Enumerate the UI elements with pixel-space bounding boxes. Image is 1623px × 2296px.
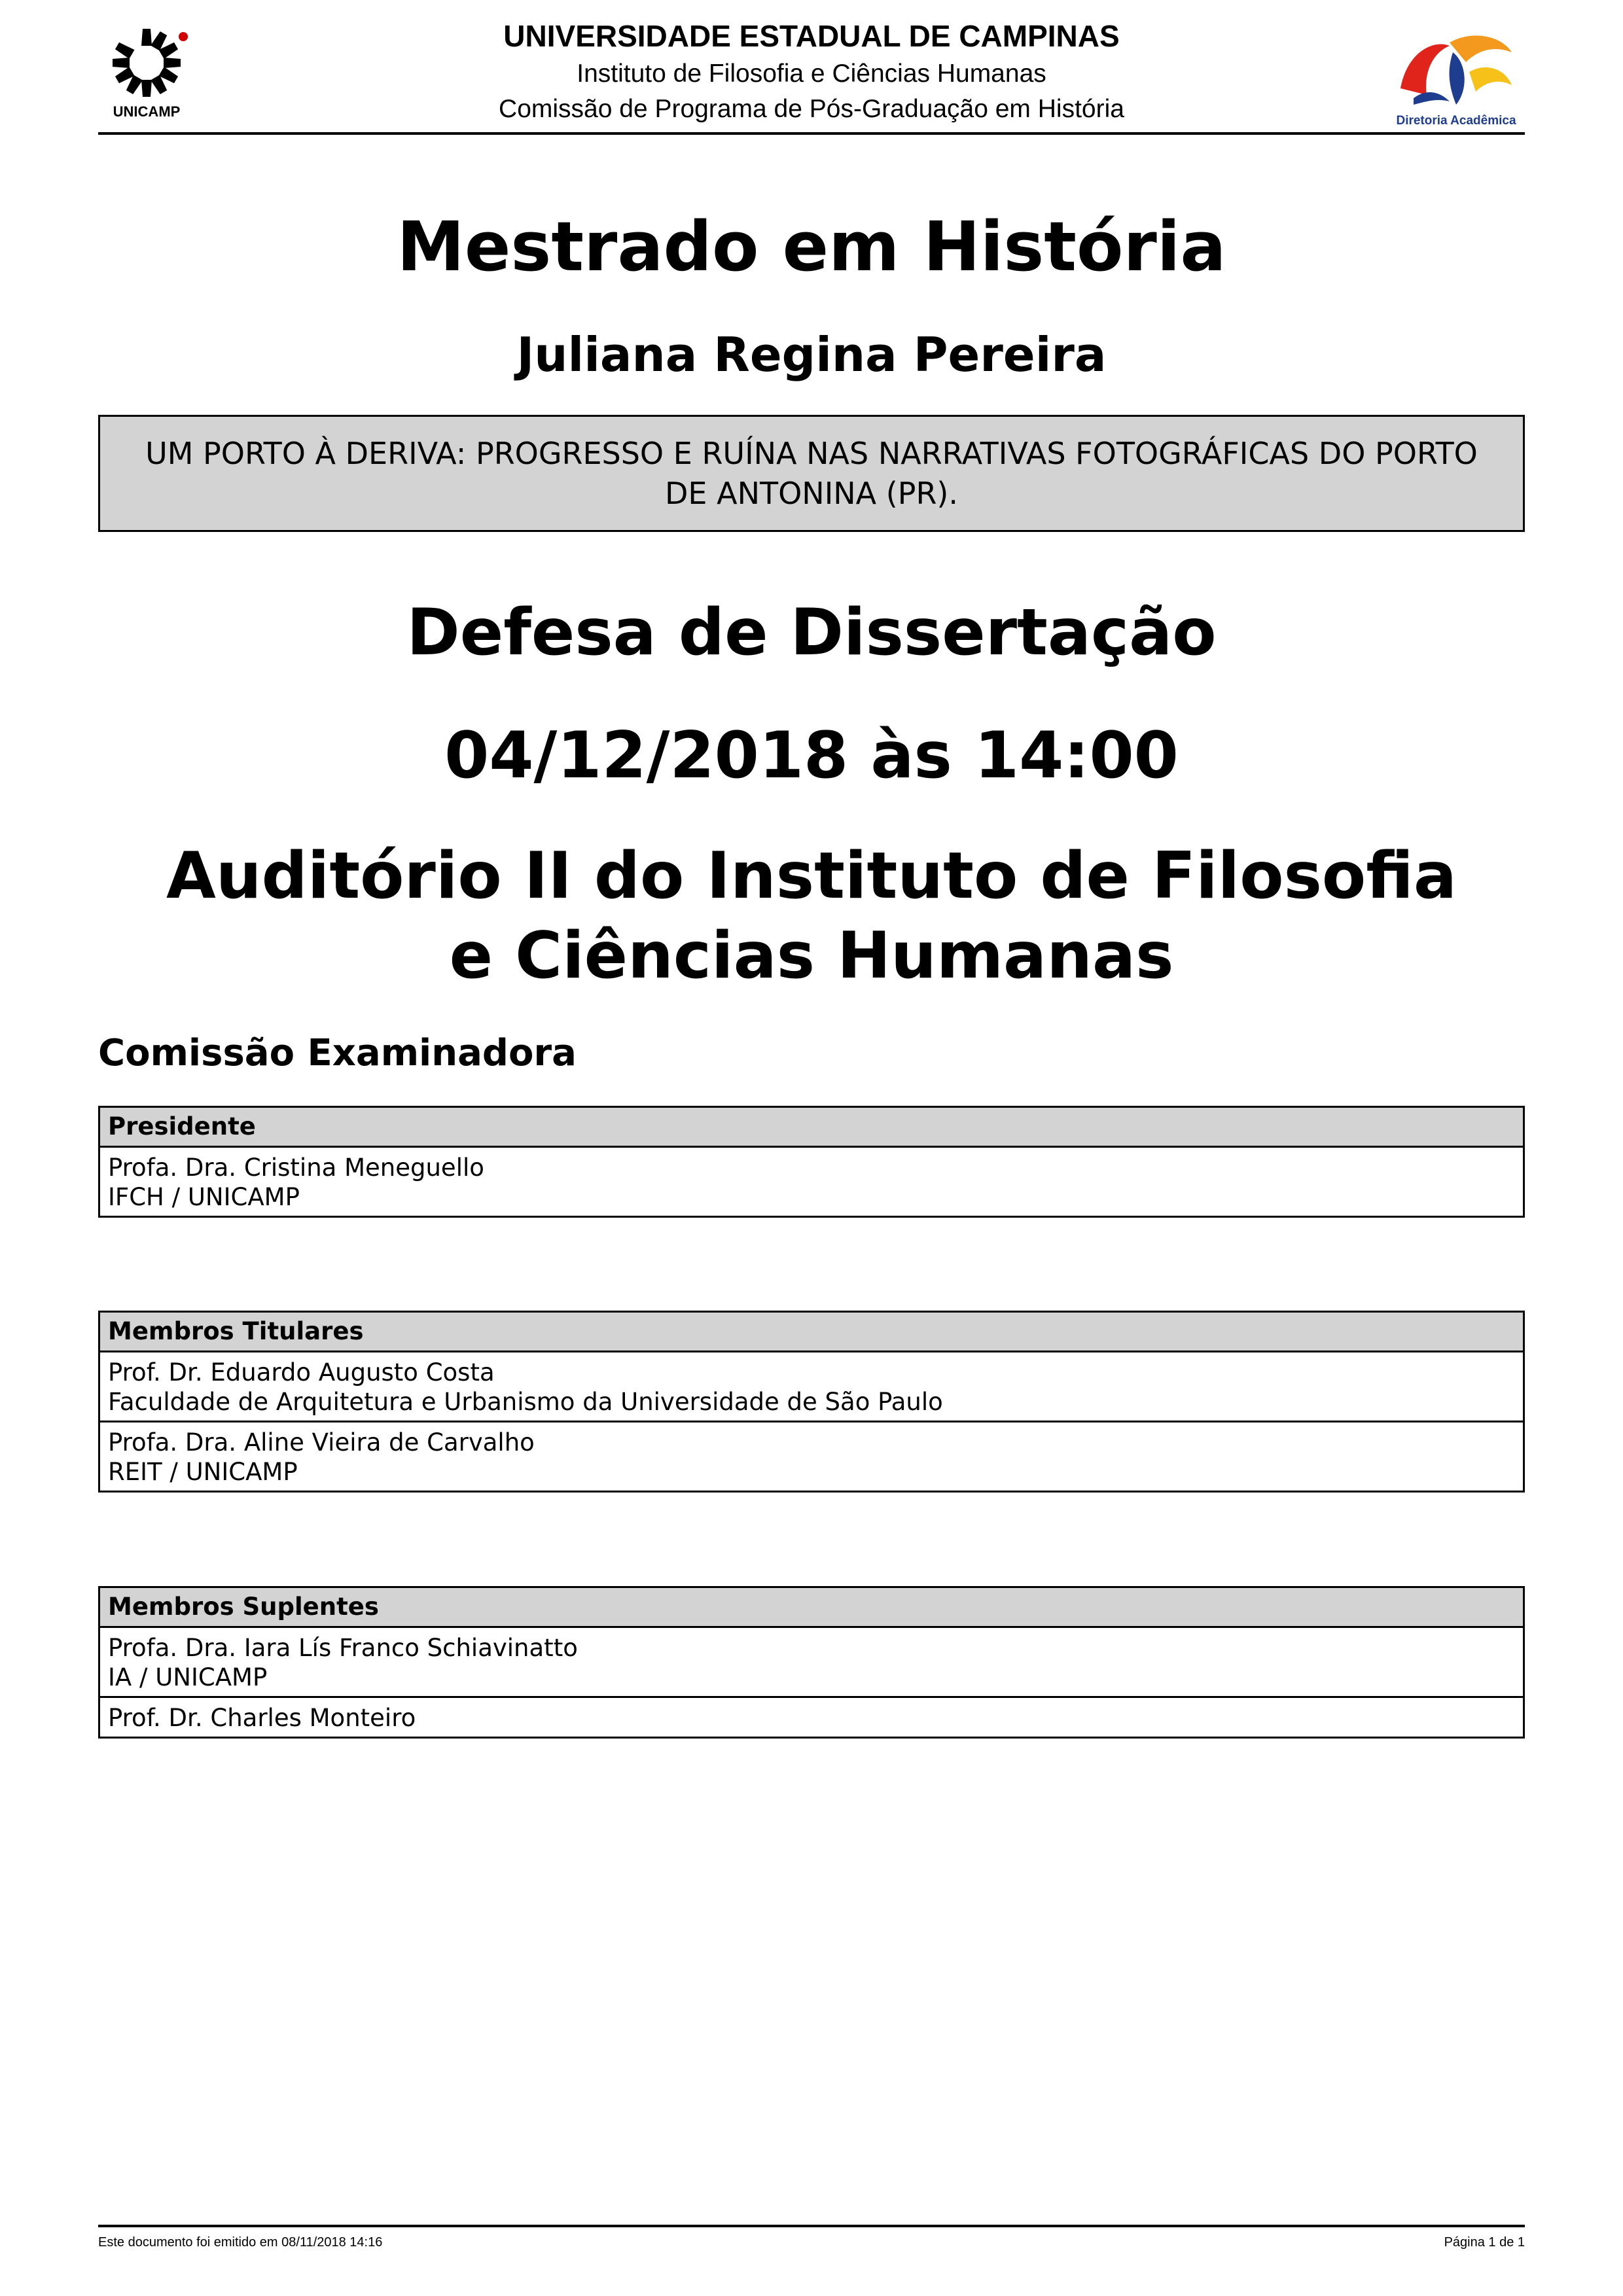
member-name: Prof. Dr. Charles Monteiro	[108, 1704, 416, 1732]
table-header: Membros Suplentes	[100, 1588, 1523, 1628]
thesis-title-box	[98, 415, 1525, 532]
table-row	[100, 1628, 1523, 1698]
titulares-table	[98, 1311, 1525, 1492]
issued-timestamp: Este documento foi emitido em 08/11/2018 14:16	[98, 2235, 383, 2250]
event-datetime: 04/12/2018 às 14:00	[444, 718, 1179, 793]
program-title: Mestrado em História	[397, 207, 1226, 287]
member-affiliation: IFCH / UNICAMP	[108, 1183, 300, 1211]
event-location: Auditório II do Instituto de Filosofia e Ciências Humanas	[166, 839, 1457, 993]
diretoria-academica-logo	[1387, 26, 1525, 131]
table-row	[100, 1698, 1523, 1737]
thesis-title: UM PORTO À DERIVA: PROGRESSO E RUÍNA NAS NARRATIVAS FOTOGRÁFICAS DO PORTO DE ANTONINA (PR).	[145, 435, 1478, 511]
member-affiliation: Faculdade de Arquitetura e Urbanismo da Universidade de São Paulo	[108, 1388, 943, 1416]
suplentes-table	[98, 1586, 1525, 1739]
university-name: UNIVERSIDADE ESTADUAL DE CAMPINAS	[503, 19, 1120, 53]
table-row	[100, 1352, 1523, 1422]
member-name: Prof. Dr. Eduardo Augusto Costa	[108, 1358, 495, 1386]
svg-text:UNICAMP: UNICAMP	[113, 103, 181, 120]
president-table	[98, 1106, 1525, 1218]
member-affiliation: REIT / UNICAMP	[108, 1458, 298, 1486]
student-name: Juliana Regina Pereira	[516, 327, 1107, 382]
header-text	[98, 13, 1525, 127]
member-name: Profa. Dra. Cristina Meneguello	[108, 1154, 484, 1182]
institute-name: Instituto de Filosofia e Ciências Humanas	[577, 60, 1046, 88]
table-header: Presidente	[100, 1108, 1523, 1148]
member-affiliation: IA / UNICAMP	[108, 1663, 268, 1691]
table-row	[100, 1422, 1523, 1491]
member-name: Profa. Dra. Iara Lís Franco Schiavinatto	[108, 1634, 578, 1662]
document-header	[98, 13, 1525, 135]
commission-name: Comissão de Programa de Pós-Graduação em História	[499, 95, 1124, 123]
table-header: Membros Titulares	[100, 1313, 1523, 1352]
committee-title: Comissão Examinadora	[98, 1032, 577, 1074]
table-row	[100, 1148, 1523, 1216]
svg-text:Diretoria Acadêmica: Diretoria Acadêmica	[1396, 114, 1516, 128]
member-name: Profa. Dra. Aline Vieira de Carvalho	[108, 1428, 535, 1457]
document-footer	[98, 2225, 1525, 2250]
page-number: Página 1 de 1	[1444, 2235, 1525, 2250]
event-title: Defesa de Dissertação	[406, 595, 1217, 670]
